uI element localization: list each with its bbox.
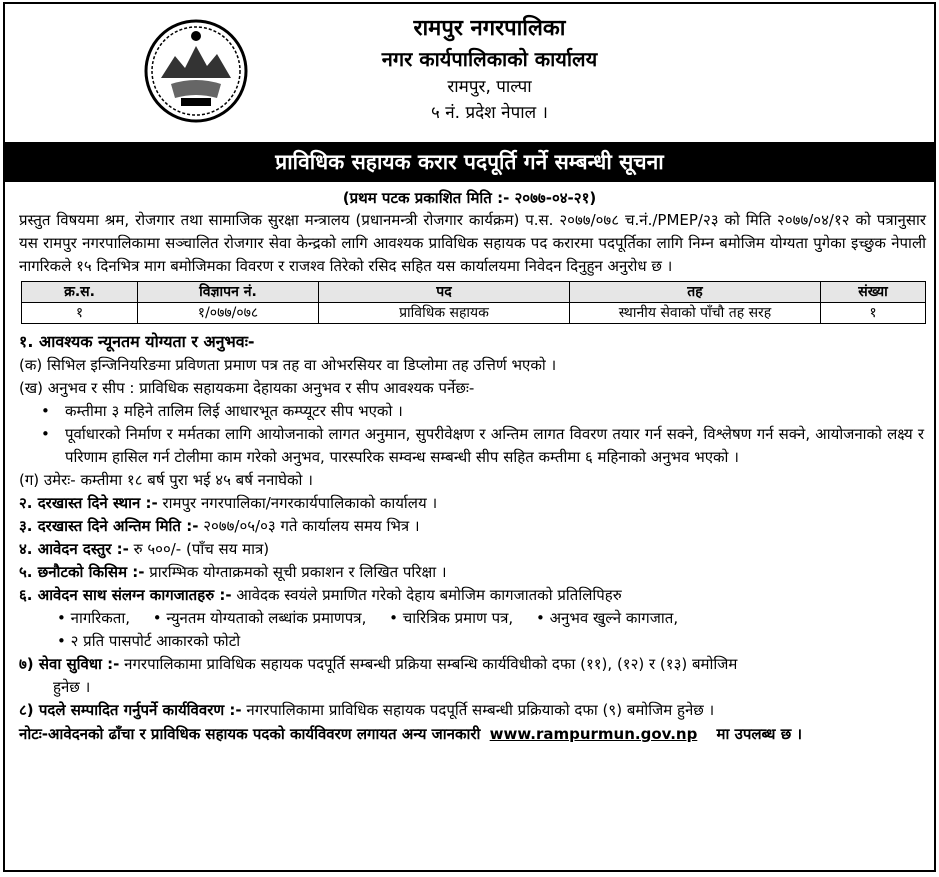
office-name: रामपुर नगरपालिका — [413, 16, 566, 41]
note-tail: मा उपलब्ध छ । — [716, 725, 803, 743]
list-item: • २ प्रति पासपोर्ट आकारको फोटो — [57, 632, 241, 650]
cell-level: स्थानीय सेवाको पाँचौ तह सरह — [570, 303, 821, 324]
section-4-label: ४. आवेदन दस्तुर :- — [19, 540, 129, 558]
section-6-label: ६. आवेदन साथ संलग्न कागजातहरु :- — [19, 586, 232, 604]
section-1-title: १. आवश्यक न्यूनतम योग्यता र अनुभवः- — [19, 332, 255, 351]
section-7-label: ७) सेवा सुविधा :- — [19, 655, 120, 673]
col-header-sn: क्र.स. — [22, 282, 138, 303]
office-location: रामपुर, पाल्पा — [447, 77, 532, 97]
table-row — [22, 303, 926, 324]
province-line: ५ नं. प्रदेश नेपाल । — [430, 103, 549, 123]
note-text: नोटः-आवेदनको ढाँचा र प्राविधिक सहायक पदको कार्यविवरण लगायत अन्य जानकारी — [19, 725, 481, 743]
vacancy-table — [21, 281, 926, 324]
cell-post: प्राविधिक सहायक — [319, 303, 570, 324]
header — [5, 4, 934, 142]
section-5 — [5, 561, 934, 584]
office-subtitle: नगर कार्यपालिकाको कार्यालय — [381, 47, 598, 71]
section-5-label: ५. छनौटको किसिम :- — [19, 563, 145, 581]
notice-title: प्राविधिक सहायक करार पदपूर्ति गर्ने सम्बन्धी सूचना — [5, 142, 934, 182]
notice-page — [3, 2, 936, 872]
col-header-post: पद — [319, 282, 570, 303]
section-3-label: ३. दरखास्त दिने अन्तिम मिति :- — [19, 517, 199, 535]
section-6-text: आवेदक स्वयंले प्रमाणित गरेको देहाय बमोजिम कागजातको प्रतिलिपिहरु — [231, 586, 622, 604]
col-header-count: संख्या — [821, 282, 926, 303]
skills-list — [5, 400, 934, 469]
section-8 — [5, 699, 934, 722]
qualification-kha: (ख) अनुभव र सीप : प्राविधिक सहायकमा देहायका अनुभव र सीप आवश्यक पर्नेछः- — [19, 379, 475, 397]
list-item: • पूर्वाधारको निर्माण र मर्मतका लागि आयोजनाको लागत अनुमान, सुपरीवेक्षण र अन्तिम लागत विवरण तयार गर्न सक्ने, विश्लेषण गर्न सक्ने, आयोजनाको लक्ष्य र परिणाम हासिल गर्न टोलीमा काम गरेको अनुभव, पारस्परिक सम्वन्ध सम्बन्धी सीप सहित कम्तीमा ६ महिनाको अनुभव भएको । — [65, 423, 934, 469]
qualification-ka: (क) सिभिल इन्जिनियरिङमा प्रविणता प्रमाण पत्र तह वा ओभरसियर वा डिप्लोमा तह उत्तिर्ण भएको । — [19, 356, 557, 374]
section-8-label: ८) पदले सम्पादित गर्नुपर्ने कार्यविवरण :- — [19, 701, 242, 719]
documents-list — [5, 607, 934, 630]
footer-note — [5, 722, 934, 746]
website-link[interactable]: www.rampurmun.gov.np — [489, 725, 698, 743]
section-7-text: नगरपालिकामा प्राविधिक सहायक पदपूर्ति सम्बन्धी प्रक्रिया सम्बन्धि कार्यविधीको दफा (११), (१२) र (१३) बमोजिम — [119, 655, 738, 673]
section-7 — [5, 653, 934, 676]
section-2 — [5, 492, 934, 515]
published-date: (प्रथम पटक प्रकाशित मिति :- २०७७-०४-२१) — [342, 189, 597, 207]
list-item: • न्युनतम योग्यताको लब्धांक प्रमाणपत्र, — [152, 609, 367, 627]
section-5-text: प्रारम्भिक योग्ताक्रमको सूची प्रकाशन र लिखित परिक्षा । — [144, 563, 447, 581]
section-8-text: नगरपालिकामा प्राविधिक सहायक पदपूर्ति सम्बन्धी प्रक्रियाको दफा (९) बमोजिम हुनेछ । — [241, 701, 715, 719]
table-header-row — [22, 282, 926, 303]
section-3 — [5, 515, 934, 538]
intro-paragraph: प्रस्तुत विषयमा श्रम, रोजगार तथा सामाजिक सुरक्षा मन्त्रालय (प्रधानमन्त्री रोजगार कार्यक्रम) प.स. २०७७/०७८ च.नं./PMEP/२३ को मिति २०७७/०४/१२ को पत्रानुसार यस रामपुर नगरपालिकामा सञ्चालित रोजगार सेवा केन्द्रको लागि आवश्यक प्राविधिक सहायक पद करारमा पदपूर्तिका लागि निम्न बमोजिम योग्यता पुगेका इच्छुक नेपाली नागरिकले १५ दिनभित्र माग बमोजिमका विवरण र राजश्व तिरेको रसिद सहित यस कार्यालयमा निवेदन दिनुहुन अनुरोध छ । — [19, 211, 926, 275]
col-header-level: तह — [570, 282, 821, 303]
list-item: • कम्तीमा ३ महिने तालिम लिई आधारभूत कम्प्यूटर सीप भएको । — [65, 400, 934, 423]
list-item: • नागरिकता, — [57, 609, 131, 627]
cell-sn: १ — [22, 303, 138, 324]
section-2-label: २. दरखास्त दिने स्थान :- — [19, 494, 158, 512]
col-header-ad-no: विज्ञापन नं. — [138, 282, 319, 303]
cell-count: १ — [821, 303, 926, 324]
cell-ad-no: १/०७७/०७८ — [138, 303, 319, 324]
section-4 — [5, 538, 934, 561]
section-3-text: २०७७/०५/०३ गते कार्यालय समय भित्र । — [198, 517, 420, 535]
list-item: • चारित्रिक प्रमाण पत्र, — [389, 609, 514, 627]
qualification-ga: (ग) उमेरः- कम्तीमा १८ बर्ष पुरा भई ४५ बर्ष ननाघेको । — [19, 471, 313, 489]
section-6 — [5, 584, 934, 607]
section-2-text: रामपुर नगरपालिका/नगरकार्यपालिकाको कार्यालय । — [157, 494, 438, 512]
section-7-continued: हुनेछ । — [53, 678, 91, 696]
documents-list-2 — [5, 630, 934, 653]
list-item: • अनुभव खुल्ने कागजात, — [535, 609, 679, 627]
section-4-text: रु ५००/- (पाँच सय मात्र) — [128, 540, 270, 558]
